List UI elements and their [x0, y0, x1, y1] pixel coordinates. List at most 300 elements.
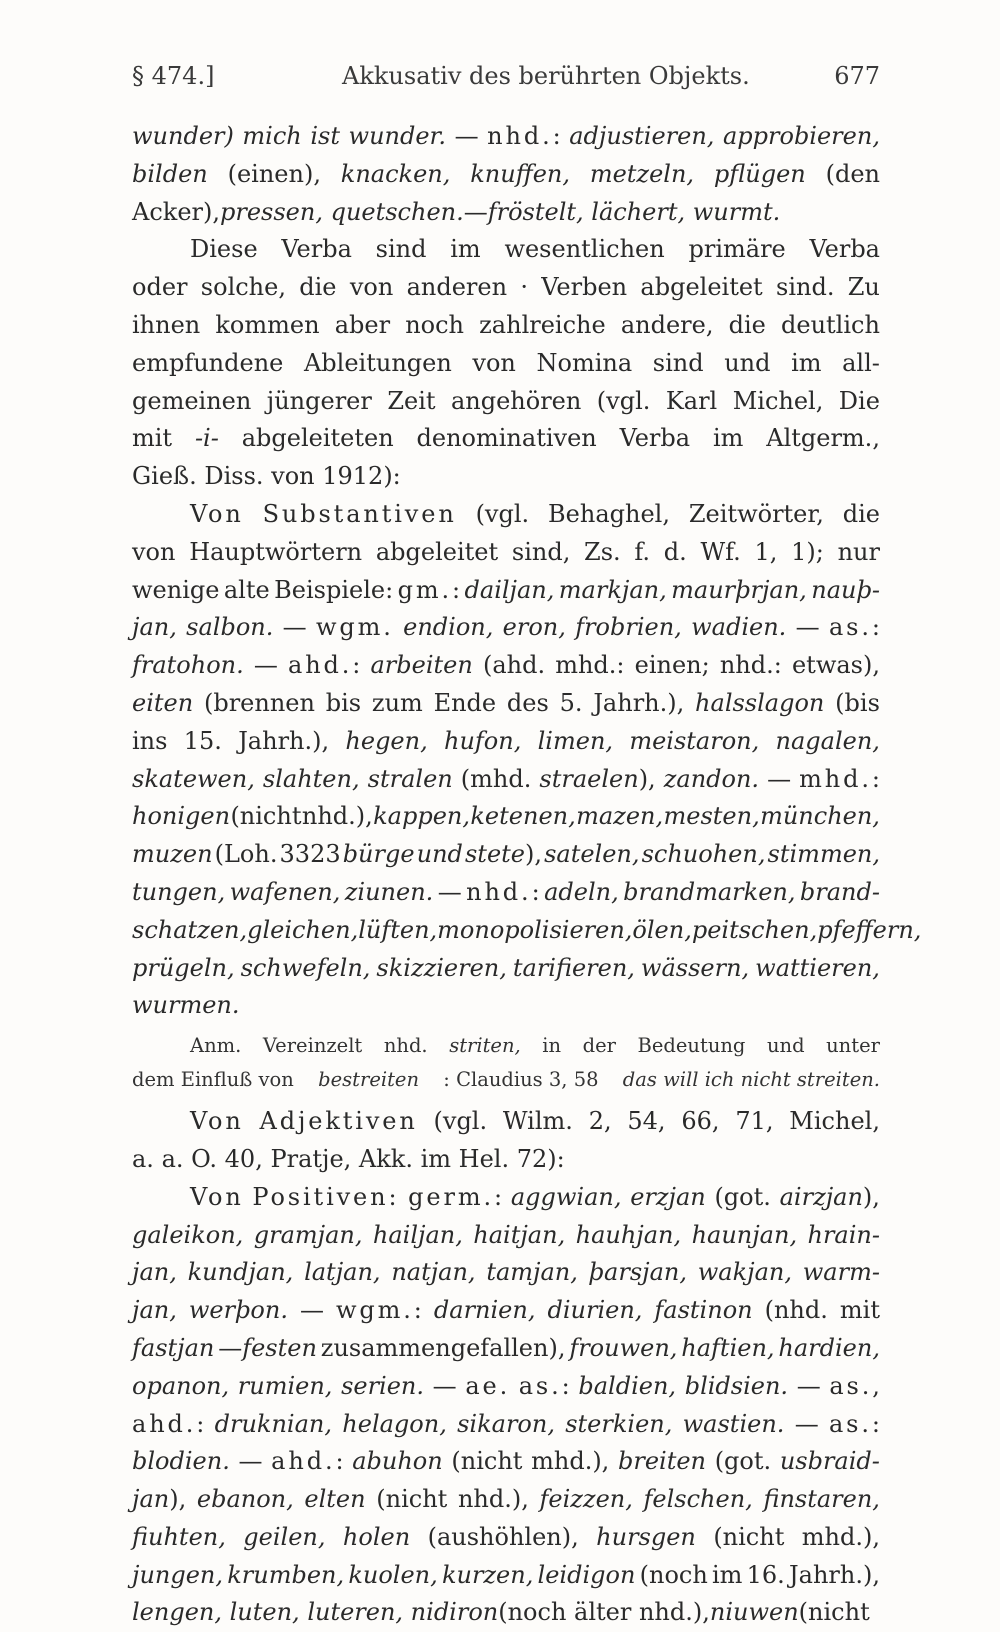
word: abgeleiteten [241, 424, 394, 453]
word: holen [342, 1522, 411, 1551]
word: brandmarken, [623, 877, 796, 906]
word: — [796, 1371, 821, 1400]
word: mit [839, 1296, 880, 1325]
word: tungen, [132, 877, 226, 906]
word: angehören [450, 386, 582, 415]
word: (einen), [227, 159, 321, 188]
word: hailjan, [372, 1220, 463, 1249]
word: nhd.), [457, 1485, 529, 1514]
word: ist [310, 122, 340, 150]
word: Ableitungen [303, 348, 452, 377]
word: mhd.: [555, 651, 625, 680]
word: fastinon [654, 1296, 753, 1325]
word: die [728, 310, 766, 339]
italic-term: fröstelt, lächert, wurmt. [487, 197, 781, 226]
word: (ahd. [482, 651, 546, 680]
word: anderen [406, 273, 508, 302]
text-line [132, 1519, 880, 1557]
word: sind. [776, 273, 835, 302]
word: bürge [342, 840, 415, 869]
text-line [132, 1141, 880, 1179]
text-line [132, 1103, 880, 1141]
text-run: Acker), [132, 197, 220, 226]
word: — [282, 613, 307, 642]
word: sind [375, 235, 427, 264]
word: 16. [746, 1560, 785, 1589]
word: primäre [688, 235, 786, 264]
text-line [132, 231, 880, 269]
italic-term: lengen, luten, luteren, nidiron [132, 1598, 499, 1627]
word: 5. [559, 688, 583, 717]
word: Verba [281, 235, 352, 264]
word: hrain- [807, 1220, 880, 1249]
word: aggwian, [510, 1182, 622, 1211]
word: und [416, 840, 463, 869]
word: ahd.: [271, 1447, 344, 1476]
word: as.: [828, 1409, 880, 1438]
word: — [299, 1296, 324, 1325]
text-line [132, 1254, 880, 1292]
word: nhd.: [487, 122, 561, 150]
word: wakjan, [697, 1258, 792, 1287]
word: jan, [132, 1258, 177, 1287]
word: striten, [449, 1034, 521, 1058]
text-line [132, 836, 880, 874]
word: nur [837, 537, 880, 566]
word: adeln, [544, 877, 619, 906]
word: sikaron, [457, 1409, 555, 1438]
word: eron, [502, 613, 566, 642]
word: 66, [681, 1107, 720, 1136]
word: haitjan, [473, 1220, 566, 1249]
word: stete), [464, 840, 542, 869]
word: (nhd. [764, 1296, 828, 1325]
word: arbeiten [370, 651, 473, 680]
text-line [132, 912, 922, 950]
word: nhd.: [719, 651, 782, 680]
word: münchen, [760, 802, 880, 831]
word: hardien, [778, 1333, 880, 1362]
text-line [132, 156, 880, 194]
word: baldien, [578, 1371, 677, 1400]
word: ins [132, 726, 168, 755]
word: abgeleitet [640, 273, 763, 302]
word: zandon. [663, 764, 760, 793]
word: wunder) [132, 122, 234, 150]
word: sind [652, 348, 704, 377]
word: diurien, [547, 1296, 643, 1325]
word: bilden [132, 159, 208, 188]
word: ziunen. [344, 877, 434, 906]
word: knacken, [340, 159, 451, 188]
word: (nicht [230, 802, 302, 831]
word: von [132, 537, 176, 566]
word: erzjan [630, 1182, 706, 1211]
word: haftien, [681, 1333, 775, 1362]
word: sterkien, [565, 1409, 673, 1438]
word: feizzen, [539, 1485, 633, 1514]
word: 54, [627, 1107, 666, 1136]
word: krumben, [227, 1560, 345, 1589]
word: (got. [714, 1447, 772, 1476]
word: wadien. [691, 613, 787, 642]
word: kurzen, [441, 1560, 534, 1589]
word: geilen, [243, 1522, 326, 1551]
word: eiten [132, 688, 194, 717]
word: peitschen, [691, 915, 818, 944]
word: im [712, 424, 744, 453]
word: im [791, 348, 822, 377]
word: oder [132, 273, 188, 302]
word: des [506, 688, 549, 717]
word: — [794, 1409, 819, 1438]
word: zum [371, 688, 423, 717]
word: nhd.), [301, 802, 373, 831]
word: gramjan, [253, 1220, 363, 1249]
word: Jahrh.), [593, 688, 685, 717]
italic-term: bestreiten [318, 1068, 420, 1092]
word: der [582, 1034, 616, 1058]
word: rumien, [237, 1371, 333, 1400]
text-line [132, 761, 880, 799]
word: solche, [200, 273, 286, 302]
word: latjan, [304, 1258, 381, 1287]
word: von [472, 348, 516, 377]
text-line [132, 874, 880, 912]
word: d. [663, 537, 687, 566]
word: halsslagon [695, 688, 825, 717]
word: jan, [132, 613, 177, 642]
word: meistaron, [629, 726, 760, 755]
word: kundjan, [187, 1258, 294, 1287]
text-line [132, 1406, 880, 1444]
word: ihnen [132, 310, 201, 339]
word: 15. [183, 726, 222, 755]
word: unter [826, 1034, 880, 1058]
text-run: dem Einfluß von [132, 1068, 294, 1092]
word: Diese [190, 235, 258, 264]
word: as.: [518, 1371, 570, 1400]
page-number: 677 [834, 62, 880, 90]
note-line [132, 1063, 880, 1097]
text-line [132, 609, 880, 647]
text-block-substantives [132, 118, 922, 1025]
word: Von [190, 499, 244, 528]
word: Wf. [700, 537, 741, 566]
text-line [132, 1179, 880, 1217]
word: Bedeutung [637, 1034, 746, 1058]
word: (vgl. [596, 386, 651, 415]
word: —festen [218, 1333, 317, 1362]
word: f. [634, 537, 651, 566]
word: endion, [403, 613, 494, 642]
word: — [253, 651, 278, 680]
word: wgm. [315, 613, 394, 642]
word: Von [190, 1107, 244, 1136]
word: Karl [665, 386, 718, 415]
word: brand- [799, 877, 880, 906]
text-block-adjectives [132, 1103, 880, 1632]
text-line [132, 420, 880, 458]
word: fratohon. [132, 651, 244, 680]
word: slahten, [262, 764, 360, 793]
italic-term: niuwen [709, 1598, 799, 1627]
word: Michel, [789, 1107, 880, 1136]
word: 2, [588, 1107, 612, 1136]
word: nhd. [383, 1034, 428, 1058]
word: dailjan, [464, 575, 555, 604]
word: und [724, 348, 771, 377]
word: druknian, [214, 1409, 333, 1438]
word: felschen, [643, 1485, 753, 1514]
word: und [766, 1034, 805, 1058]
word: (nicht [376, 1485, 448, 1514]
word: markjan, [558, 575, 667, 604]
word: Zu [847, 273, 880, 302]
text-line [132, 194, 880, 232]
word: natjan, [391, 1258, 476, 1287]
word: haunjan, [691, 1220, 798, 1249]
word: (got. [714, 1182, 771, 1211]
word: blodien. [132, 1447, 230, 1476]
word: Beispiele: [274, 575, 394, 604]
word: wattieren, [755, 953, 880, 982]
word: gleichen, [247, 915, 359, 944]
word: prügeln, [132, 953, 235, 982]
word: kuolen, [348, 1560, 438, 1589]
text-run: (noch älter nhd.), [498, 1598, 710, 1627]
word: Nomina [536, 348, 633, 377]
text-line [132, 1368, 880, 1406]
text-line [132, 647, 880, 685]
word: Substantiven [262, 499, 457, 528]
word: Ende [433, 688, 497, 717]
word: die [842, 499, 880, 528]
note-line [132, 1029, 880, 1063]
word: nauþ- [811, 575, 880, 604]
word: mhd.: [799, 764, 880, 793]
word: (bis [835, 688, 880, 717]
word: wastien. [682, 1409, 785, 1438]
word: metzeln, [589, 159, 695, 188]
word: wafenen, [229, 877, 341, 906]
word: Verben [541, 273, 628, 302]
word: wgm.: [335, 1296, 422, 1325]
word: germ.: [408, 1182, 503, 1211]
word: etwas), [791, 651, 880, 680]
word: (aushöhlen), [427, 1522, 579, 1551]
text-line [132, 1557, 880, 1595]
word: usbraid- [779, 1447, 880, 1476]
word: Jahrh.), [789, 1560, 880, 1589]
word: frobrien, [575, 613, 682, 642]
word: gemeinen [132, 386, 252, 415]
text-line [132, 572, 880, 610]
word: limen, [537, 726, 614, 755]
word: tamjan, [486, 1258, 578, 1287]
word: as., [829, 1371, 880, 1400]
word: Zeit [387, 386, 436, 415]
word: all- [842, 348, 880, 377]
word: (den [825, 159, 880, 188]
word: zusammengefallen), [320, 1333, 566, 1362]
word: mazen, [576, 802, 664, 831]
text-line [132, 950, 880, 988]
word: gm.: [397, 575, 461, 604]
word: jan, [132, 1296, 177, 1325]
word: pflügen [713, 159, 806, 188]
word: ölen, [632, 915, 692, 944]
word: Adjektiven [259, 1107, 418, 1136]
word: im [450, 235, 481, 264]
page-body [132, 118, 922, 1632]
text-line [132, 1481, 880, 1519]
word: monopolisieren, [437, 915, 633, 944]
word: — [238, 1447, 263, 1476]
word: kappen, [373, 802, 471, 831]
word: Vereinzelt [262, 1034, 363, 1058]
word: denominativen [416, 424, 597, 453]
word: noch [405, 310, 465, 339]
word: (noch [639, 1560, 708, 1589]
word: breiten [617, 1447, 707, 1476]
word: mesten, [663, 802, 760, 831]
word: þarsjan, [588, 1258, 687, 1287]
word: Hauptwörtern [189, 537, 363, 566]
word: zahlreiche [479, 310, 606, 339]
word: 1, [754, 537, 778, 566]
text-line [132, 987, 880, 1025]
word: serien. [341, 1371, 425, 1400]
text-line [132, 534, 880, 572]
word: mich [242, 122, 302, 150]
word: maurþrjan, [671, 575, 807, 604]
text-run: Gieß. Diss. von 1912): [132, 462, 401, 491]
word: sind, [511, 537, 571, 566]
italic-term: das will ich nicht streiten. [622, 1068, 880, 1092]
word: · [520, 273, 528, 302]
word: darnien, [433, 1296, 536, 1325]
text-line [132, 118, 880, 156]
word: skizzieren, [376, 953, 507, 982]
word: schuohen, [641, 840, 766, 869]
word: Behaghel, [548, 499, 670, 528]
word: mhd.), [531, 1447, 610, 1476]
word: empfundene [132, 348, 284, 377]
word: stimmen, [767, 840, 880, 869]
word: (Loh. [214, 840, 278, 869]
note-block [132, 1029, 880, 1097]
word: hegen, [345, 726, 428, 755]
word: salbon. [186, 613, 274, 642]
word: Michel, [732, 386, 824, 415]
running-header [132, 62, 880, 102]
word: pfeffern, [817, 915, 922, 944]
text-line [132, 345, 880, 383]
word: (brennen [203, 688, 315, 717]
word: -i- [194, 424, 219, 453]
word: lüften, [358, 915, 438, 944]
word: Altgerm., [766, 424, 880, 453]
word: ahd.: [288, 651, 361, 680]
word: jüngerer [266, 386, 372, 415]
word: andere, [620, 310, 714, 339]
text-run: (nicht [798, 1598, 870, 1627]
word: nhd.: [466, 877, 540, 906]
word: Verba [809, 235, 880, 264]
word: deutlich [781, 310, 880, 339]
word: wunder. [348, 122, 447, 150]
word: Anm. [190, 1034, 242, 1058]
running-title: Akkusativ des berührten Objekts. [342, 62, 750, 90]
word: opanon, [132, 1371, 230, 1400]
word: tarifieren, [512, 953, 635, 982]
word: — [432, 1371, 457, 1400]
word: hauhjan, [575, 1220, 682, 1249]
word: Wilm. [502, 1107, 573, 1136]
word: 3323 [279, 840, 341, 869]
word: alte [223, 575, 270, 604]
word: (mhd. [460, 764, 532, 793]
word: frouwen, [569, 1333, 678, 1362]
word: bis [325, 688, 362, 717]
text-line [132, 307, 880, 345]
word: Zeitwörter, [688, 499, 824, 528]
text-line [132, 1594, 880, 1632]
word: von [349, 273, 394, 302]
word: warm- [802, 1258, 880, 1287]
text-line [132, 1292, 880, 1330]
word: satelen, [544, 840, 640, 869]
word: leidigon [537, 1560, 636, 1589]
word: — [767, 764, 792, 793]
word: jan), [132, 1485, 187, 1514]
word: mhd.), [801, 1522, 880, 1551]
word: ketenen, [470, 802, 576, 831]
word: ae. [465, 1371, 511, 1400]
text-line [132, 383, 880, 421]
text-line [132, 269, 880, 307]
word: 1); [791, 537, 824, 566]
italic-term: wurmen. [132, 991, 240, 1020]
word: abuhon [352, 1447, 443, 1476]
word: knuffen, [470, 159, 570, 188]
word: schwefeln, [240, 953, 371, 982]
word: skatewen, [132, 764, 255, 793]
word: 71, [735, 1107, 774, 1136]
word: nagalen, [775, 726, 880, 755]
word: adjustieren, [569, 122, 715, 150]
word: die [299, 273, 337, 302]
word: galeikon, [132, 1220, 244, 1249]
word: honigen [132, 802, 231, 831]
word: ahd.: [132, 1409, 205, 1438]
word: ebanon, [196, 1485, 294, 1514]
italic-term: pressen, quetschen. [219, 197, 464, 226]
text-line [132, 458, 880, 496]
text-line [132, 1330, 880, 1368]
word: werþon. [188, 1296, 288, 1325]
word: kommen [215, 310, 320, 339]
word: airzjan), [779, 1182, 880, 1211]
text-line [132, 1443, 880, 1481]
word: — [437, 877, 462, 906]
text-line [132, 685, 880, 723]
text-run: a. a. O. 40, Pratje, Akk. im Hel. 72): [132, 1144, 565, 1173]
word: Zs. [584, 537, 621, 566]
word: as.: [828, 613, 880, 642]
word: blidsien. [684, 1371, 789, 1400]
